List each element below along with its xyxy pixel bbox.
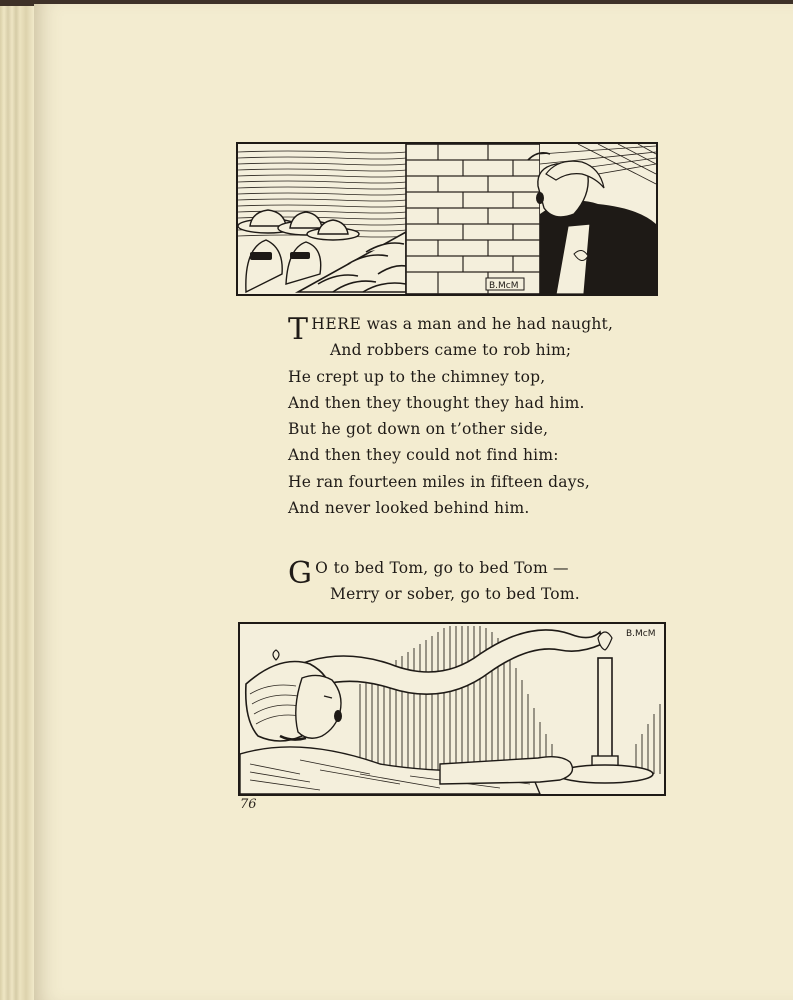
poem-there-was-a-man [288, 311, 613, 521]
tom-candle-drawing [240, 624, 664, 794]
poem1-line-7: He ran fourteen miles in fifteen days, [288, 472, 590, 491]
illustration-robbers-chimney [236, 142, 658, 296]
poem1-line-2: And robbers came to rob him; [330, 341, 572, 360]
poem1-line-4: And then they thought they had him. [288, 393, 585, 412]
poem2-drop-cap: G [288, 556, 313, 591]
poem1-first-word: HERE [311, 315, 362, 333]
illustration-tom-candle [238, 622, 666, 796]
poem1-line-8: And never looked behind him. [288, 499, 530, 518]
poem1-drop-cap: T [288, 312, 309, 347]
poem1-line-6: And then they could not find him: [288, 446, 559, 465]
bottom-illustration-signature: B.McM [626, 629, 656, 639]
page-number: 76 [240, 797, 257, 812]
top-illustration-signature: B.McM [489, 281, 519, 291]
poem1-line-5: But he got down on t’other side, [288, 420, 549, 439]
poem2-line-2: Merry or sober, go to bed Tom. [330, 585, 580, 604]
poem1-line-1-text: was a man and he had naught, [366, 315, 614, 333]
poem2-first-word: O [315, 559, 329, 577]
poem2-line-1-text: to bed Tom, go to bed Tom — [333, 559, 569, 577]
poem-go-to-bed-tom [288, 555, 580, 608]
poem2-line-1 [288, 555, 580, 591]
robbers-chimney-drawing [238, 144, 656, 294]
poem1-line-3: He crept up to the chimney top, [288, 367, 546, 386]
poem1-line-1 [288, 311, 614, 347]
